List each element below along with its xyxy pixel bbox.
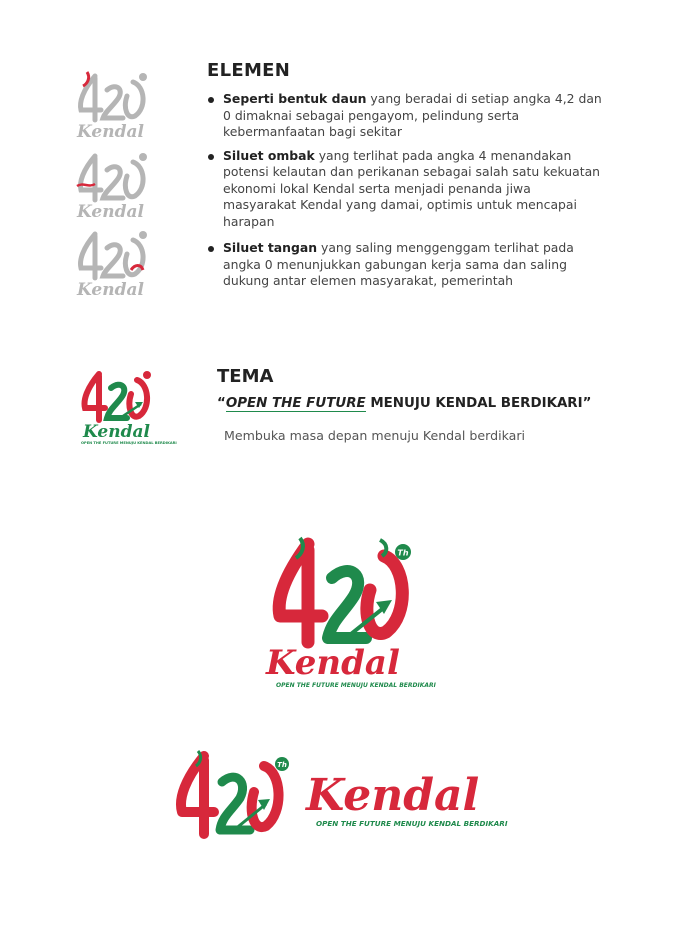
logo-grey-variant-1	[73, 68, 153, 143]
tema-heading: TEMA	[217, 366, 274, 387]
elemen-item-tangan: Siluet tangan yang saling menggenggam terlihat pada angka 0 menunjukkan gabungan kerja sama dan saling dukung antar elemen masyarakat, pemerintah	[207, 240, 607, 290]
svg-text:Th: Th	[397, 548, 409, 558]
logo-grey-variant-2	[73, 148, 153, 223]
svg-text:Kendal: Kendal	[77, 280, 144, 300]
svg-text:Th: Th	[277, 761, 287, 769]
tema-title: “OPEN THE FUTURE MENUJU KENDAL BERDIKARI”	[217, 396, 592, 411]
svg-text:OPEN THE FUTURE MENUJU KENDAL: OPEN THE FUTURE MENUJU KENDAL BERDIKARI	[276, 682, 436, 689]
elemen-heading: ELEMEN	[207, 60, 291, 81]
svg-text:Kendal: Kendal	[77, 122, 144, 142]
logo-main-stacked	[262, 534, 436, 694]
svg-text:Kendal: Kendal	[266, 643, 400, 683]
elemen-item-daun: Seperti bentuk daun yang beradai di setiap angka 4,2 dan 0 dimaknai sebagai pengayom, pelindung serta kebermanfaatan bagi sekitar	[207, 91, 607, 141]
logo-tema-small	[77, 366, 177, 446]
logo-grey-variant-3	[73, 226, 153, 301]
svg-text:Kendal: Kendal	[306, 770, 480, 821]
svg-text:Kendal: Kendal	[77, 202, 144, 222]
logo-horizontal	[170, 748, 520, 848]
svg-text:Kendal: Kendal	[83, 422, 150, 442]
svg-text:OPEN THE FUTURE MENUJU KENDAL: OPEN THE FUTURE MENUJU KENDAL BERDIKARI	[81, 441, 177, 445]
tema-subtitle: Membuka masa depan menuju Kendal berdikari	[224, 428, 526, 443]
elemen-list	[207, 91, 607, 297]
elemen-item-ombak: Siluet ombak yang terlihat pada angka 4 menandakan potensi kelautan dan perikanan sebagai salah satu kekuatan ekonomi lokal Kendal serta menjadi penanda jiwa masyarakat Kendal yang damai, optimis untuk mencapai harapan	[207, 148, 607, 231]
svg-text:OPEN THE FUTURE MENUJU KENDAL: OPEN THE FUTURE MENUJU KENDAL BERDIKARI	[316, 819, 508, 828]
